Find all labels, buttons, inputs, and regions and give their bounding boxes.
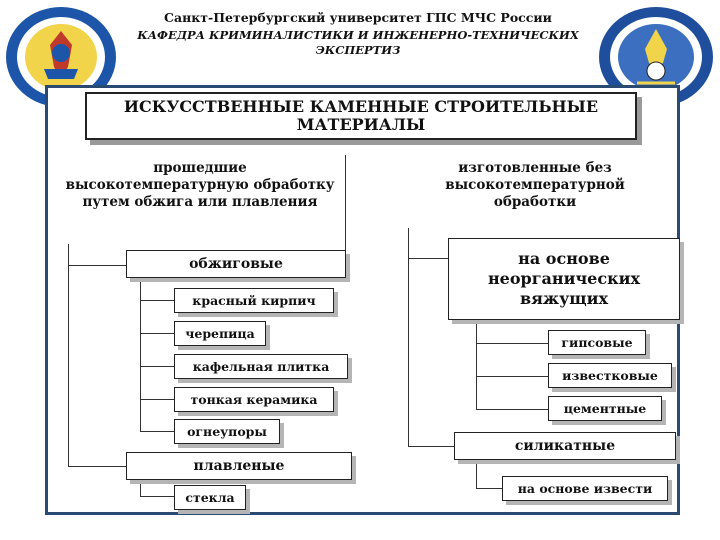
department-name: КАФЕДРА КРИМИНАЛИСТИКИ И ИНЖЕНЕРНО-ТЕХНИЧЕСКИХ ЭКСПЕРТИЗ [137, 28, 579, 57]
connector-item [140, 399, 174, 400]
connector-item [140, 431, 174, 432]
material-cement: цементные [548, 396, 662, 421]
connector-item [476, 409, 548, 410]
connector-item [476, 343, 548, 344]
university-name: Санкт-Петербургский университет ГПС МЧС России [164, 10, 552, 25]
connector-item [140, 366, 174, 367]
connector-silicate [408, 446, 454, 447]
right-branch-heading: изготовленные без высокотемпературной обработки [445, 160, 625, 210]
silicate-sub-trunk [476, 460, 477, 488]
category-inorganic-binders: на основе неорганических вяжущих [448, 238, 680, 320]
inorganic-sub-trunk [476, 320, 477, 410]
fused-sub-trunk [140, 480, 141, 497]
connector-fused [68, 466, 126, 467]
left-trunk-line [68, 244, 69, 466]
right-trunk-line [408, 228, 409, 446]
material-refractory: огнеупоры [174, 419, 280, 444]
connector-item [140, 333, 174, 334]
category-silicate: силикатные [454, 432, 676, 460]
material-lime: известковые [548, 363, 672, 388]
material-lime-based: на основе извести [502, 476, 668, 501]
connector-item [140, 496, 174, 497]
connector-item [476, 488, 502, 489]
diagram-title: ИСКУССТВЕННЫЕ КАМЕННЫЕ СТРОИТЕЛЬНЫЕ МАТЕРИАЛЫ [85, 92, 637, 140]
material-ceramic-tile: кафельная плитка [174, 354, 348, 379]
category-fired: обжиговые [126, 250, 346, 278]
material-fine-ceramics: тонкая керамика [174, 387, 334, 412]
material-roof-tile: черепица [174, 321, 266, 346]
material-glass: стекла [174, 485, 246, 510]
material-red-brick: красный кирпич [174, 288, 334, 313]
connector-item [140, 300, 174, 301]
category-fused: плавленые [126, 452, 352, 480]
left-branch-heading: прошедшие высокотемпературную обработку путем обжига или плавления [65, 160, 335, 210]
material-gypsum: гипсовые [548, 330, 646, 355]
connector-inorganic [408, 258, 448, 259]
connector-item [476, 376, 548, 377]
connector-fired [68, 265, 126, 266]
fired-sub-trunk [140, 280, 141, 432]
